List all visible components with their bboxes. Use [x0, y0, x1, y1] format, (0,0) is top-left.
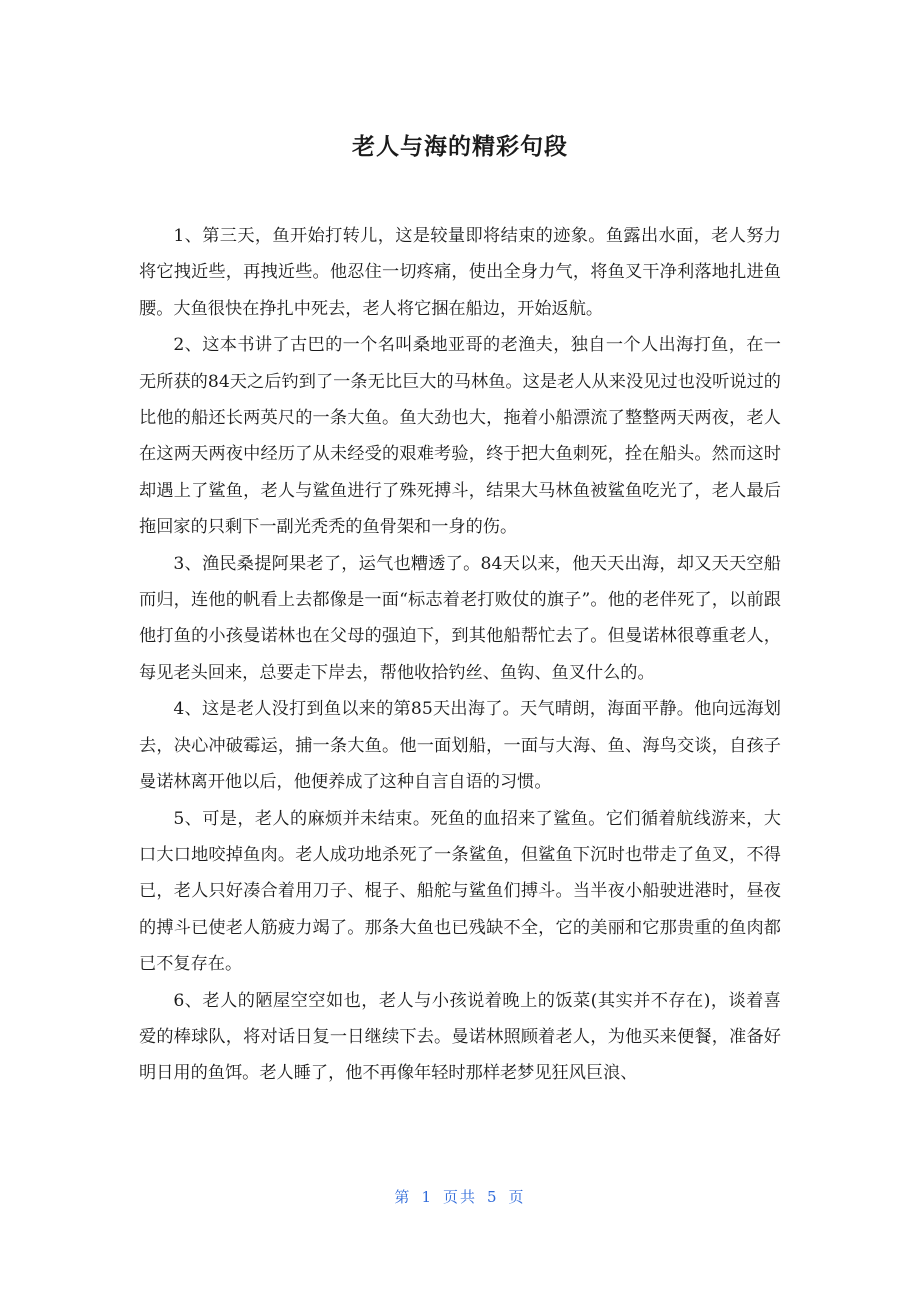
page-suffix: 页: [508, 1188, 526, 1206]
paragraph-5: 5、可是，老人的麻烦并未结束。死鱼的血招来了鲨鱼。它们循着航线游来，大口大口地咬掉鱼肉。老人成功地杀死了一条鲨鱼，但鲨鱼下沉时也带走了鱼叉，不得已，老人只好凑合着用刀子、棍子、船舵与鲨鱼们搏斗。当半夜小船驶进港时，昼夜的搏斗已使老人筋疲力竭了。那条大鱼也已残缺不全，它的美丽和它那贵重的鱼肉都已不复存在。: [139, 808, 781, 975]
paragraph-4: 4、这是老人没打到鱼以来的第85天出海了。天气晴朗，海面平静。他向远海划去，决心冲破霉运，捕一条大鱼。他一面划船，一面与大海、鱼、海鸟交谈，自孩子曼诺林离开他以后，他便养成了这种自言自语的习惯。: [139, 699, 781, 793]
page-total-number: 5: [487, 1188, 499, 1206]
page-prefix: 第: [394, 1188, 412, 1206]
page-current-number: 1: [421, 1188, 433, 1206]
paragraph-6: 6、老人的陋屋空空如也，老人与小孩说着晚上的饭菜(其实并不存在)，谈着喜爱的棒球队，将对话日复一日继续下去。曼诺林照顾着老人，为他买来便餐，准备好明日用的鱼饵。老人睡了，他不再像年轻时那样老梦见狂风巨浪、: [139, 990, 781, 1084]
page-middle: 页共: [442, 1188, 477, 1206]
paragraph-1: 1、第三天，鱼开始打转儿，这是较量即将结束的迹象。鱼露出水面，老人努力将它拽近些，再拽近些。他忍住一切疼痛，使出全身力气，将鱼叉干净利落地扎进鱼腰。大鱼很快在挣扎中死去，老人将它捆在船边，开始返航。: [139, 226, 781, 319]
page-title: 老人与海的精彩句段: [352, 134, 568, 160]
paragraph-3: 3、渔民桑提阿果老了，运气也糟透了。84天以来，他天天出海，却又天天空船而归，连他的帆看上去都像是一面“标志着老打败仗的旗子”。他的老伴死了，以前跟他打鱼的小孩曼诺林也在父母的强迫下，到其他船帮忙去了。但曼诺林很尊重老人，每见老头回来，总要走下岸去，帮他收拾钓丝、鱼钩、鱼叉什么的。: [139, 553, 781, 683]
page-footer: [0, 1186, 920, 1207]
document-body: [139, 218, 781, 1158]
paragraph-2: 2、这本书讲了古巴的一个名叫桑地亚哥的老渔夫，独自一个人出海打鱼，在一无所获的84天之后钓到了一条无比巨大的马林鱼。这是老人从来没见过也没听说过的比他的船还长两英尺的一条大鱼。鱼大劲也大，拖着小船漂流了整整两天两夜，老人在这两天两夜中经历了从未经受的艰难考验，终于把大鱼刺死，拴在船头。然而这时却遇上了鲨鱼，老人与鲨鱼进行了殊死搏斗，结果大马林鱼被鲨鱼吃光了，老人最后拖回家的只剩下一副光秃秃的鱼骨架和一身的伤。: [139, 335, 781, 538]
